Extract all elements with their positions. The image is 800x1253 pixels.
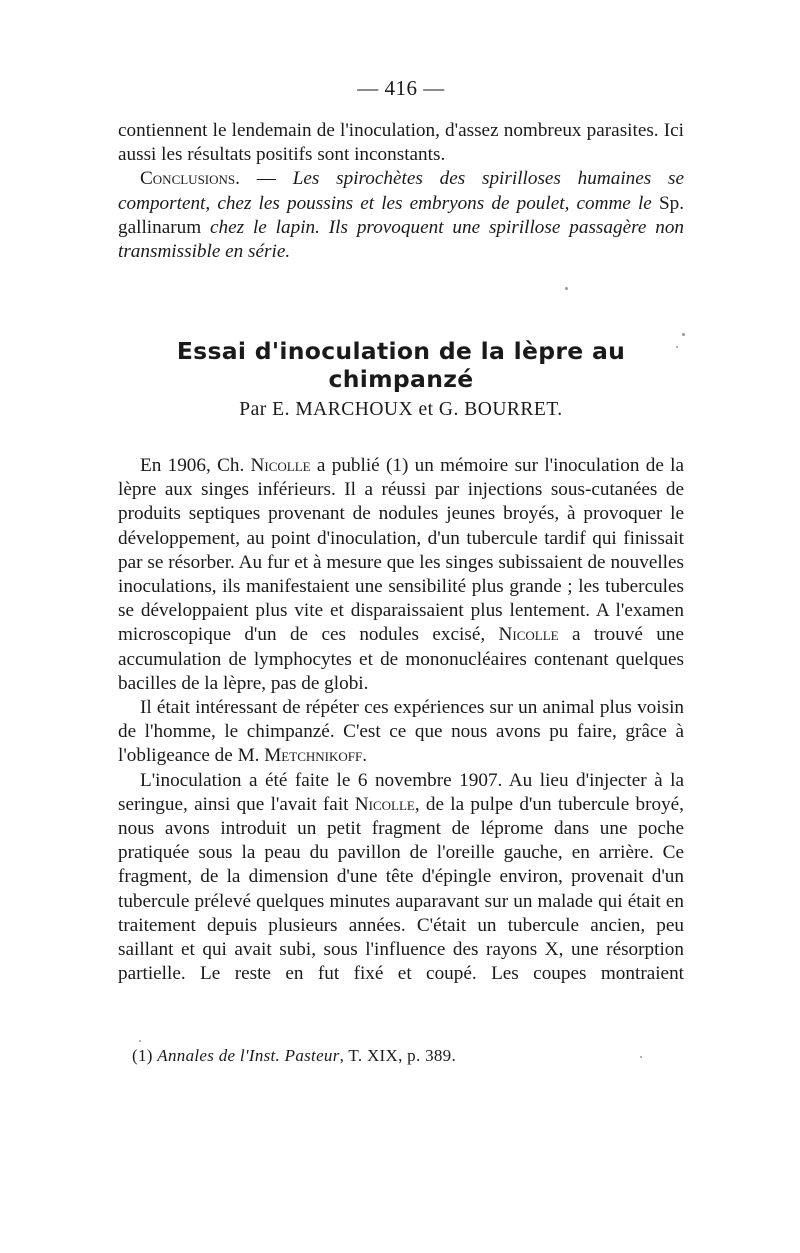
article-title: Essai d'inoculation de la lèpre au chimpanzé [176,337,626,393]
p3-text-b: , de la pulpe d'un tubercule broyé, nous avons introduit un petit fragment de léprome dans une poche pratiquée sous la peau du pavillon de l'oreille gauche, en arrière. Ce fragment, de la dimension d'une tête d'épingle environ, provenait d'un tubercule prélevé quelques minutes auparavant sur un malade qui était en traitement depuis plusieurs années. C'était un tubercule ancien, peu saillant et qui avait subi, sous l'influence des rayons X, une résorption partielle. Le reste en fut fixé et coupé. Les coupes montraient [118,793,684,985]
footnote-marker: (1) [132,1046,158,1065]
conclusions-sp: Sp. [658,192,684,214]
intro-paragraph: contiennent le lendemain de l'inoculation, d'assez nombreux parasites. Ici aussi les résultats positifs sont inconstants. [118,120,684,166]
scan-speck [676,346,678,348]
p1-name-2: Nicolle [498,624,559,646]
p1-text-c: a trouvé une accumulation de lymphocytes et de mononucléaires contenant quelques bacilles de la lèpre, pas de globi. [118,624,684,694]
conclusions-text-c: chez le lapin. Ils provoquent une spirillose passagère non transmissible en série. [118,216,685,263]
conclusions-label: Conclusions. [140,168,240,190]
article-body [118,454,684,986]
conclusions-text-b: gallinarum [118,216,210,238]
paragraph-1 [118,454,684,696]
p3-name: Nicolle [354,793,415,815]
scan-speck [139,1040,141,1042]
p2-text-a: Il était intéressant de répéter ces expériences sur un animal plus voisin de l'homme, le chimpanzé. C'est ce que nous avons pu faire, grâce à l'obligeance de M. [118,697,684,767]
paragraph-3 [118,769,684,987]
conclusions-text-a: Les spirochètes des spirilloses humaines se comportent, chez les poussins et les embryons de poulet, comme le [118,168,685,214]
p1-text-b: a publié (1) un mémoire sur l'inoculation de la lèpre aux singes inférieurs. Il a réussi par injections sous-cutanées de produits septiques provenant de nodules jeunes broyés, à provoquer le développement, au point d'inoculation, d'un tubercule tardif qui finissait par se résorber. Au fur et à mesure que les singes subissaient de nouvelles inoculations, ils manifestaient une sensibilité plus grande ; les tubercules se développaient plus vite et disparaissaient plus lentement. A l'examen microscopique d'un de ces nodules excisé, [118,455,684,646]
p2-name: Metchnikoff [264,745,363,767]
paragraph-2 [118,696,684,769]
page-number: — 416 — [357,76,445,100]
p3-text-a: L'inoculation a été faite le 6 novembre 1907. Au lieu d'injecter à la seringue, ainsi que l'avait fait [118,769,684,815]
intro-section [118,119,684,264]
p1-name-1: Nicolle [250,455,311,476]
p2-text-b: . [362,745,368,767]
article-byline: Par E. MARCHOUX et G. BOURRET. [239,399,563,420]
scan-speck [640,1056,642,1058]
p1-text-a: En 1906, Ch. [140,455,251,476]
footnote-ref: , T. XIX, p. 389. [339,1046,457,1065]
conclusions-dash: — [239,168,293,190]
scan-speck [565,287,568,290]
footnote [132,1046,456,1066]
footnote-journal: Annales de l'Inst. Pasteur [157,1046,340,1065]
scan-speck [682,333,685,336]
conclusions-paragraph [118,167,684,264]
